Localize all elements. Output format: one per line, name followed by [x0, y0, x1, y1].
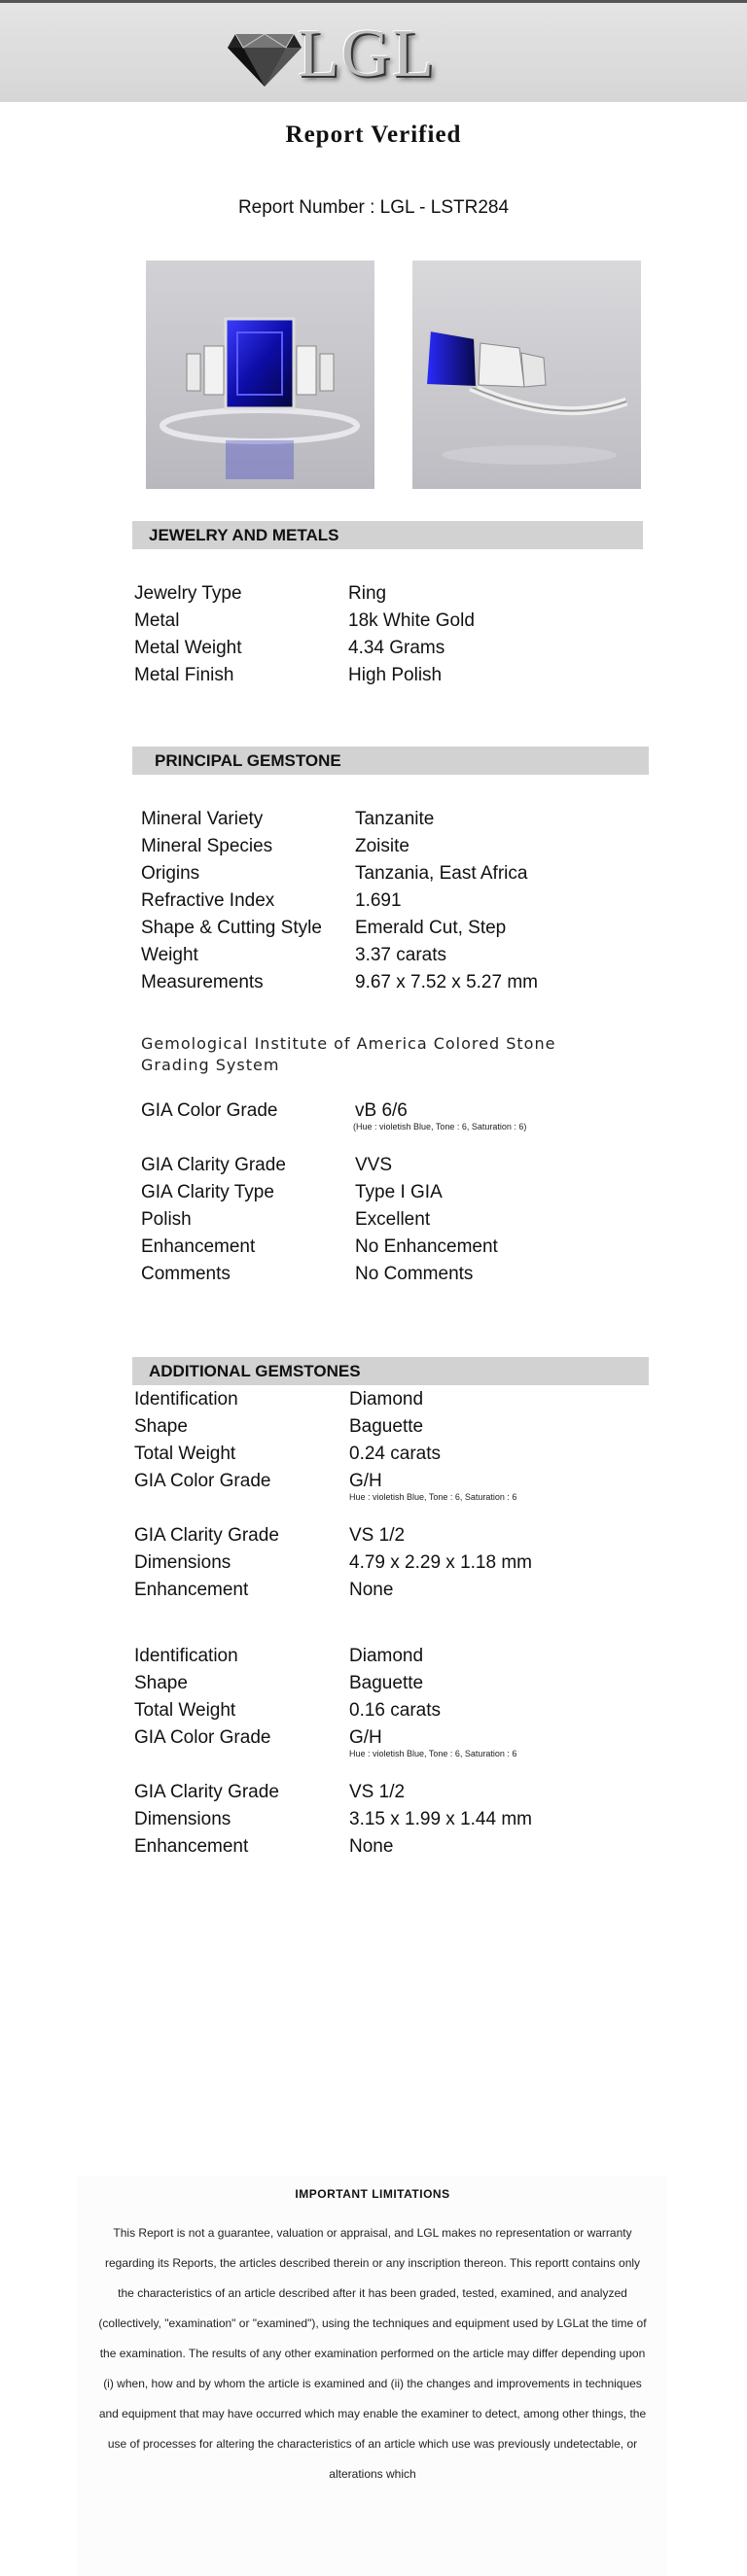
- gia-system-note: Gemological Institute of America Colored Stone Grading System: [141, 1034, 556, 1074]
- logo-text: LGL: [298, 17, 437, 91]
- ring-side-photo: [412, 261, 641, 489]
- page-title: Report Verified: [285, 122, 462, 148]
- ring-front-photo: [146, 261, 374, 489]
- limitations-text: This Report is not a guarantee, valuation or appraisal, and LGL makes no representation or warranty regarding its Reports, the articles described therein or any inscription thereon. This reportt contains only the characteristics of an article described after it has been graded, tested, examined, and analyzed (collectively, "examination" or "examined"), using the techniques and equipment used by LGLat the time of the examination. The results of any other examination performed on the article may differ depending upon (i) when, how and by whom the article is examined and (ii) the changes and improvements in techniques and equipment that may have occurred which may enable the examiner to detect, among other things, the use of processes for altering the characteristics of an article which use was previously undetectable, or alterations which: [98, 2226, 647, 2481]
- color-grade-note: Hue : violetish Blue, Tone : 6, Saturation : 6: [349, 1492, 517, 1502]
- additional-section-heading: ADDITIONAL GEMSTONES: [132, 1357, 649, 1385]
- report-number: Report Number : LGL - LSTR284: [237, 197, 510, 218]
- limitations-heading: IMPORTANT LIMITATIONS: [295, 2187, 450, 2201]
- diamond-icon: [226, 22, 303, 90]
- jewelry-section-heading: JEWELRY AND METALS: [132, 521, 643, 549]
- limitations-panel: [78, 2176, 667, 2576]
- color-grade-note: (Hue : violetish Blue, Tone : 6, Saturation : 6): [353, 1122, 527, 1131]
- color-grade-note: Hue : violetish Blue, Tone : 6, Saturation : 6: [349, 1749, 517, 1758]
- header-banner: [0, 3, 747, 102]
- lgl-logo[interactable]: [226, 11, 479, 98]
- principal-section-heading: PRINCIPAL GEMSTONE: [132, 747, 649, 775]
